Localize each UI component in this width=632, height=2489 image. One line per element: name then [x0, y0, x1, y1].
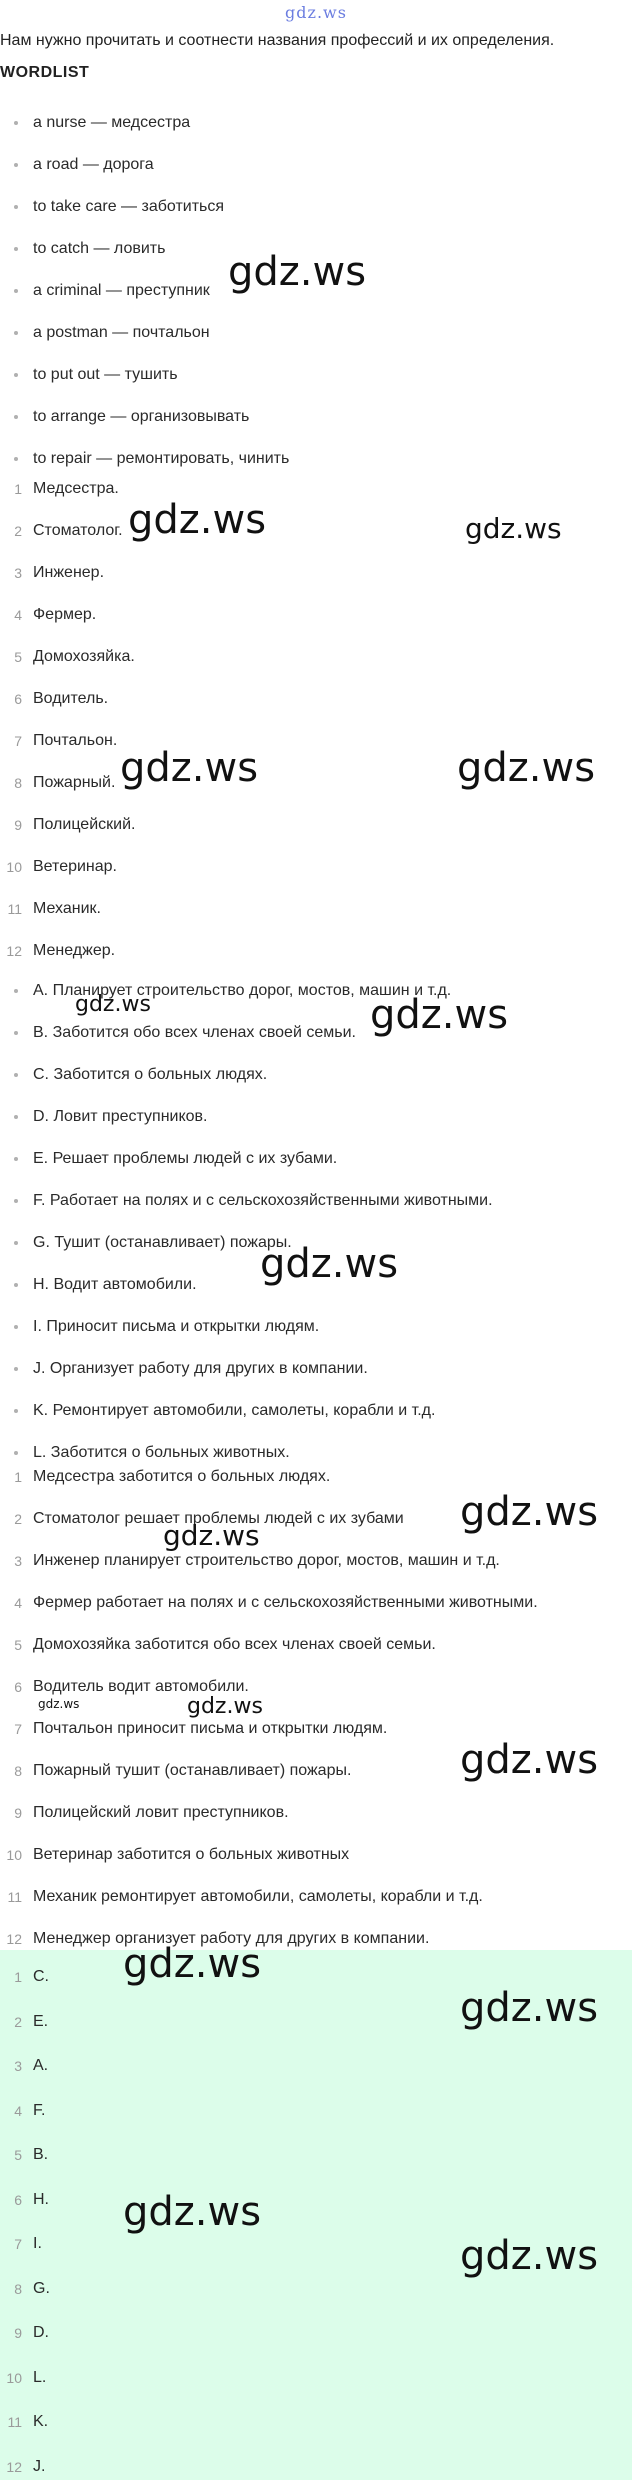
list-item: F. Работает на полях и с сельскохозяйственными животными.	[0, 1180, 493, 1222]
list-item: 2 Стоматолог решает проблемы людей с их зубами	[0, 1498, 538, 1540]
list-item: 1 Медсестра заботится о больных людях.	[0, 1456, 538, 1498]
wordlist	[0, 102, 289, 480]
watermark: gdz.ws	[128, 500, 266, 540]
bullet-icon	[14, 1199, 18, 1203]
wordlist-item: to put out — тушить	[0, 354, 289, 396]
watermark: gdz.ws	[75, 994, 151, 1016]
answer-item: 3 A.	[0, 2044, 50, 2089]
watermark: gdz.ws	[460, 2236, 598, 2276]
bullet-icon	[14, 1409, 18, 1413]
answer-item: 5 B.	[0, 2133, 50, 2178]
list-item: 6 Водитель водит автомобили.	[0, 1666, 538, 1708]
bullet-icon	[14, 1241, 18, 1245]
watermark: gdz.ws	[457, 748, 595, 788]
list-item: 10 Ветеринар.	[0, 846, 135, 888]
answer-item: 6 H.	[0, 2178, 50, 2223]
list-item: J. Организует работу для других в компании.	[0, 1348, 493, 1390]
watermark: gdz.ws	[465, 515, 562, 543]
bullet-icon	[14, 415, 18, 419]
watermark: gdz.ws	[187, 1696, 263, 1718]
wordlist-item: to catch — ловить	[0, 228, 289, 270]
watermark: gdz.ws	[38, 1698, 79, 1710]
list-item: H. Водит автомобили.	[0, 1264, 493, 1306]
bullet-icon	[14, 1325, 18, 1329]
list-item: E. Решает проблемы людей с их зубами.	[0, 1138, 493, 1180]
list-item: 3 Инженер планирует строительство дорог, мостов, машин и т.д.	[0, 1540, 538, 1582]
list-item: 7 Почтальон приносит письма и открытки людям.	[0, 1708, 538, 1750]
professions-list	[0, 468, 135, 972]
wordlist-item: a nurse — медсестра	[0, 102, 289, 144]
bullet-icon	[14, 289, 18, 293]
list-item: 8 Пожарный тушит (останавливает) пожары.	[0, 1750, 538, 1792]
bullet-icon	[14, 205, 18, 209]
wordlist-item: to take care — заботиться	[0, 186, 289, 228]
watermark: gdz.ws	[460, 1492, 598, 1532]
wordlist-heading: WORDLIST	[0, 60, 89, 86]
list-item: 5 Домохозяйка.	[0, 636, 135, 678]
list-item: 10 Ветеринар заботится о больных животных	[0, 1834, 538, 1876]
watermark: gdz.ws	[460, 1988, 598, 2028]
wordlist-item: a postman — почтальон	[0, 312, 289, 354]
list-item: 2 Стоматолог.	[0, 510, 135, 552]
watermark: gdz.ws	[163, 1522, 260, 1550]
watermark: gdz.ws	[460, 1740, 598, 1780]
list-item: 5 Домохозяйка заботится обо всех членах своей семьи.	[0, 1624, 538, 1666]
answer-item: 7 I.	[0, 2222, 50, 2267]
list-item: L. Заботится о больных животных.	[0, 1432, 493, 1474]
watermark: gdz.ws	[370, 995, 508, 1035]
list-item: 8 Пожарный.	[0, 762, 135, 804]
answer-item: 1 C.	[0, 1955, 50, 2000]
bullet-icon	[14, 457, 18, 461]
list-item: 4 Фермер.	[0, 594, 135, 636]
answers-list	[0, 1955, 50, 2489]
list-item: A. Планирует строительство дорог, мостов, машин и т.д.	[0, 970, 493, 1012]
watermark: gdz.ws	[260, 1244, 398, 1284]
answers-block	[0, 1950, 632, 2480]
bullet-icon	[14, 247, 18, 251]
bullet-icon	[14, 1367, 18, 1371]
list-item: G. Тушит (останавливает) пожары.	[0, 1222, 493, 1264]
bullet-icon	[14, 121, 18, 125]
answer-item: 10 L.	[0, 2356, 50, 2401]
bullet-icon	[14, 1073, 18, 1077]
task-instruction: Нам нужно прочитать и соотнести названия профессий и их определения.	[0, 28, 632, 54]
wordlist-item: to repair — ремонтировать, чинить	[0, 438, 289, 480]
watermark: gdz.ws	[123, 1944, 261, 1984]
answer-item: 4 F.	[0, 2089, 50, 2134]
list-item: 7 Почтальон.	[0, 720, 135, 762]
list-item: I. Приносит письма и открытки людям.	[0, 1306, 493, 1348]
answer-item: 2 E.	[0, 2000, 50, 2045]
wordlist-item: to arrange — организовывать	[0, 396, 289, 438]
answer-item: 12 J.	[0, 2445, 50, 2489]
answer-item: 11 K.	[0, 2400, 50, 2445]
site-logo[interactable]: gdz.ws	[0, 0, 632, 26]
bullet-icon	[14, 1031, 18, 1035]
list-item: 11 Механик.	[0, 888, 135, 930]
sentences-list	[0, 1456, 538, 1960]
list-item: 9 Полицейский ловит преступников.	[0, 1792, 538, 1834]
watermark: gdz.ws	[120, 748, 258, 788]
wordlist-item: a road — дорога	[0, 144, 289, 186]
list-item: 12 Менеджер.	[0, 930, 135, 972]
list-item: 4 Фермер работает на полях и с сельскохозяйственными животными.	[0, 1582, 538, 1624]
list-item: D. Ловит преступников.	[0, 1096, 493, 1138]
bullet-icon	[14, 1157, 18, 1161]
bullet-icon	[14, 1451, 18, 1455]
bullet-icon	[14, 331, 18, 335]
list-item: B. Заботится обо всех членах своей семьи.	[0, 1012, 493, 1054]
bullet-icon	[14, 989, 18, 993]
definitions-list	[0, 970, 493, 1474]
list-item: 6 Водитель.	[0, 678, 135, 720]
bullet-icon	[14, 373, 18, 377]
watermark: gdz.ws	[228, 252, 366, 292]
list-item: K. Ремонтирует автомобили, самолеты, корабли и т.д.	[0, 1390, 493, 1432]
answer-item: 8 G.	[0, 2267, 50, 2312]
list-item: 3 Инженер.	[0, 552, 135, 594]
bullet-icon	[14, 1283, 18, 1287]
list-item: 11 Механик ремонтирует автомобили, самолеты, корабли и т.д.	[0, 1876, 538, 1918]
wordlist-item: a criminal — преступник	[0, 270, 289, 312]
watermark: gdz.ws	[123, 2192, 261, 2232]
answer-item: 9 D.	[0, 2311, 50, 2356]
list-item: 12 Менеджер организует работу для других в компании.	[0, 1918, 538, 1960]
list-item: C. Заботится о больных людях.	[0, 1054, 493, 1096]
list-item: 1 Медсестра.	[0, 468, 135, 510]
list-item: 9 Полицейский.	[0, 804, 135, 846]
bullet-icon	[14, 1115, 18, 1119]
bullet-icon	[14, 163, 18, 167]
